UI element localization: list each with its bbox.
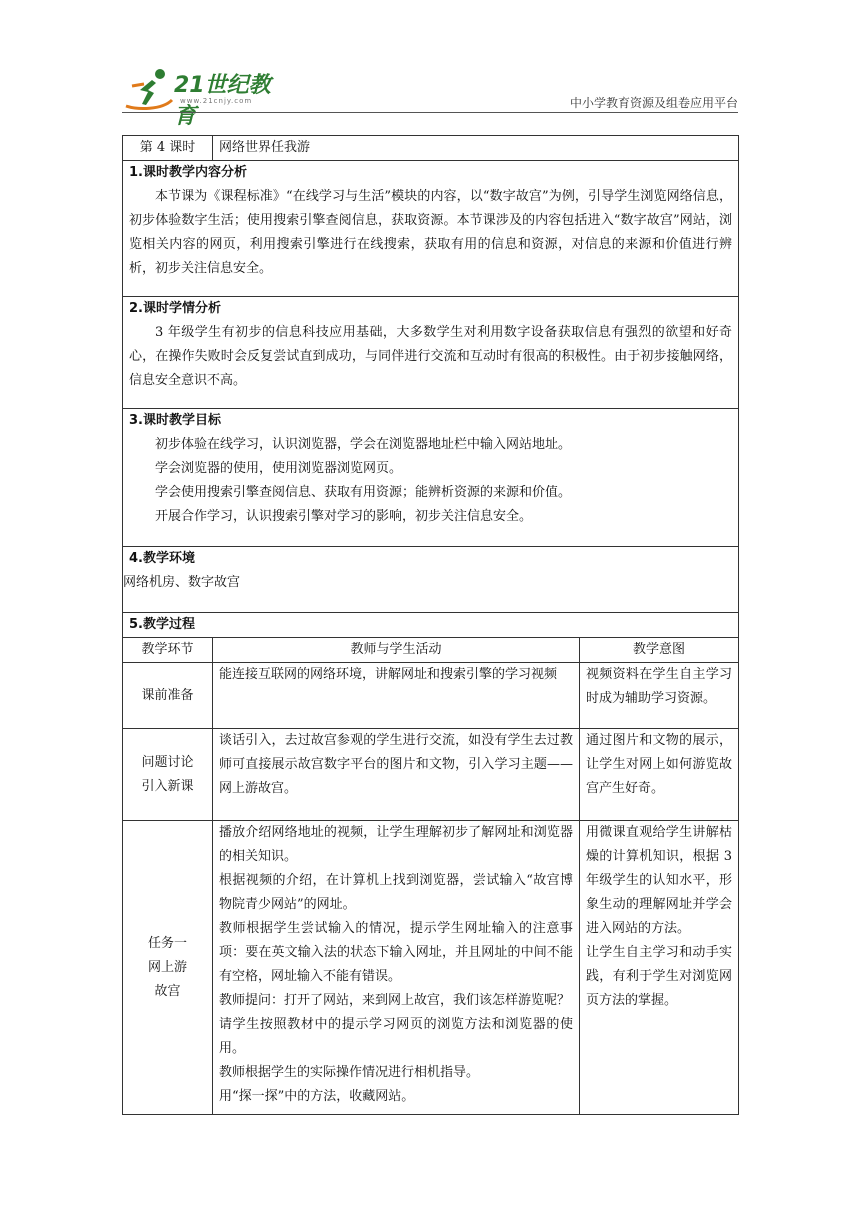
logo-text: 21世纪教育 xyxy=(174,73,271,129)
goal-item: 学会浏览器的使用，使用浏览器浏览网页。 xyxy=(155,461,403,476)
stage-cell: 问题讨论 引入新课 xyxy=(123,729,213,821)
activity-line: 教师提问：打开了网站，来到网上故宫，我们该怎样游览呢？ xyxy=(219,993,571,1008)
intent-line: 通过图片和文物的展示，让学生对网上如何游览故宫产生好奇。 xyxy=(586,733,733,796)
section-student-analysis xyxy=(123,297,739,409)
header-divider xyxy=(122,112,738,113)
section-teaching-goals xyxy=(123,409,739,547)
intent-line: 视频资料在学生自主学习时成为辅助学习资源。 xyxy=(586,667,733,706)
intent-line: 用微课直观给学生讲解枯燥的计算机知识，根据 3 年级学生的认知水平，形象生动的理解网址并学会进入网站的方法。 xyxy=(586,825,733,936)
page-header xyxy=(122,66,738,129)
logo-url: www.21cnjy.com xyxy=(180,97,253,105)
column-header-stage: 教学环节 xyxy=(123,638,213,663)
column-header-activity: 教师与学生活动 xyxy=(213,638,580,663)
intent-line: 让学生自主学习和动手实践，有利于学生对浏览网页方法的掌握。 xyxy=(586,945,733,1008)
activity-line: 用“探一探”中的方法，收藏网站。 xyxy=(219,1089,415,1104)
table-row xyxy=(123,821,739,1115)
section-environment xyxy=(123,547,739,613)
activity-line: 播放介绍网络地址的视频，让学生理解初步了解网址和浏览器的相关知识。 xyxy=(219,825,573,864)
activity-cell xyxy=(213,663,580,729)
section-text: 3 年级学生有初步的信息科技应用基础，大多数学生对利用数字设备获取信息有强烈的欲望和好奇心，在操作失败时会反复尝试直到成功，与同伴进行交流和互动时有很高的积极性。由于初步接触网络，信息安全意识不高。 xyxy=(129,325,733,388)
lesson-title: 网络世界任我游 xyxy=(213,136,739,161)
activity-cell xyxy=(213,729,580,821)
section-process xyxy=(123,613,739,638)
activity-line: 教师根据学生尝试输入的情况，提示学生网址输入的注意事项：要在英文输入法的状态下输入网址，并且网址的中间不能有空格，网址输入不能有错误。 xyxy=(219,921,573,984)
intent-cell xyxy=(580,729,739,821)
activity-line: 请学生按照教材中的提示学习网页的浏览方法和浏览器的使用。 xyxy=(219,1017,573,1056)
stage-cell: 任务一 网上游 故宫 xyxy=(123,821,213,1115)
section-text: 网络机房、数字故宫 xyxy=(123,575,241,590)
stage-cell: 课前准备 xyxy=(123,663,213,729)
section-content-analysis xyxy=(123,161,739,297)
section-title: 1.课时教学内容分析 xyxy=(129,165,247,180)
activity-line: 教师根据学生的实际操作情况进行相机指导。 xyxy=(219,1065,480,1080)
runner-icon xyxy=(122,66,174,112)
lesson-number: 第 4 课时 xyxy=(123,136,213,161)
intent-cell xyxy=(580,663,739,729)
intent-cell xyxy=(580,821,739,1115)
goal-item: 初步体验在线学习，认识浏览器，学会在浏览器地址栏中输入网站地址。 xyxy=(155,437,572,452)
table-row xyxy=(123,663,739,729)
activity-cell xyxy=(213,821,580,1115)
section-title: 2.课时学情分析 xyxy=(129,301,221,316)
goal-item: 学会使用搜索引擎查阅信息、获取有用资源；能辨析资源的来源和价值。 xyxy=(155,485,572,500)
section-text: 本节课为《课程标准》“在线学习与生活”模块的内容，以“数字故宫”为例，引导学生浏览网络信息，初步体验数字生活；使用搜索引擎查阅信息，获取资源。本节课涉及的内容包括进入“数字故宫”网站，浏览相关内容的网页，利用搜索引擎进行在线搜索，获取有用的信息和资源，对信息的来源和价值进行辨析，初步关注信息安全。 xyxy=(129,189,733,276)
site-logo xyxy=(122,66,292,129)
table-row xyxy=(123,729,739,821)
section-title: 5.教学过程 xyxy=(129,617,195,632)
goal-item: 开展合作学习，认识搜索引擎对学习的影响，初步关注信息安全。 xyxy=(155,509,533,524)
activity-line: 根据视频的介绍，在计算机上找到浏览器，尝试输入“故宫博物院青少网站”的网址。 xyxy=(219,873,573,912)
activity-line: 能连接互联网的网络环境，讲解网址和搜索引擎的学习视频 xyxy=(219,667,558,682)
column-header-intent: 教学意图 xyxy=(580,638,739,663)
activity-line: 谈话引入，去过故宫参观的学生进行交流，如没有学生去过教师可直接展示故宫数字平台的图片和文物，引入学习主题——网上游故宫。 xyxy=(219,733,573,796)
section-title: 4.教学环境 xyxy=(129,551,195,566)
lesson-plan-table xyxy=(122,135,739,1115)
section-title: 3.课时教学目标 xyxy=(129,413,221,428)
platform-title: 中小学教育资源及组卷应用平台 xyxy=(569,96,738,110)
